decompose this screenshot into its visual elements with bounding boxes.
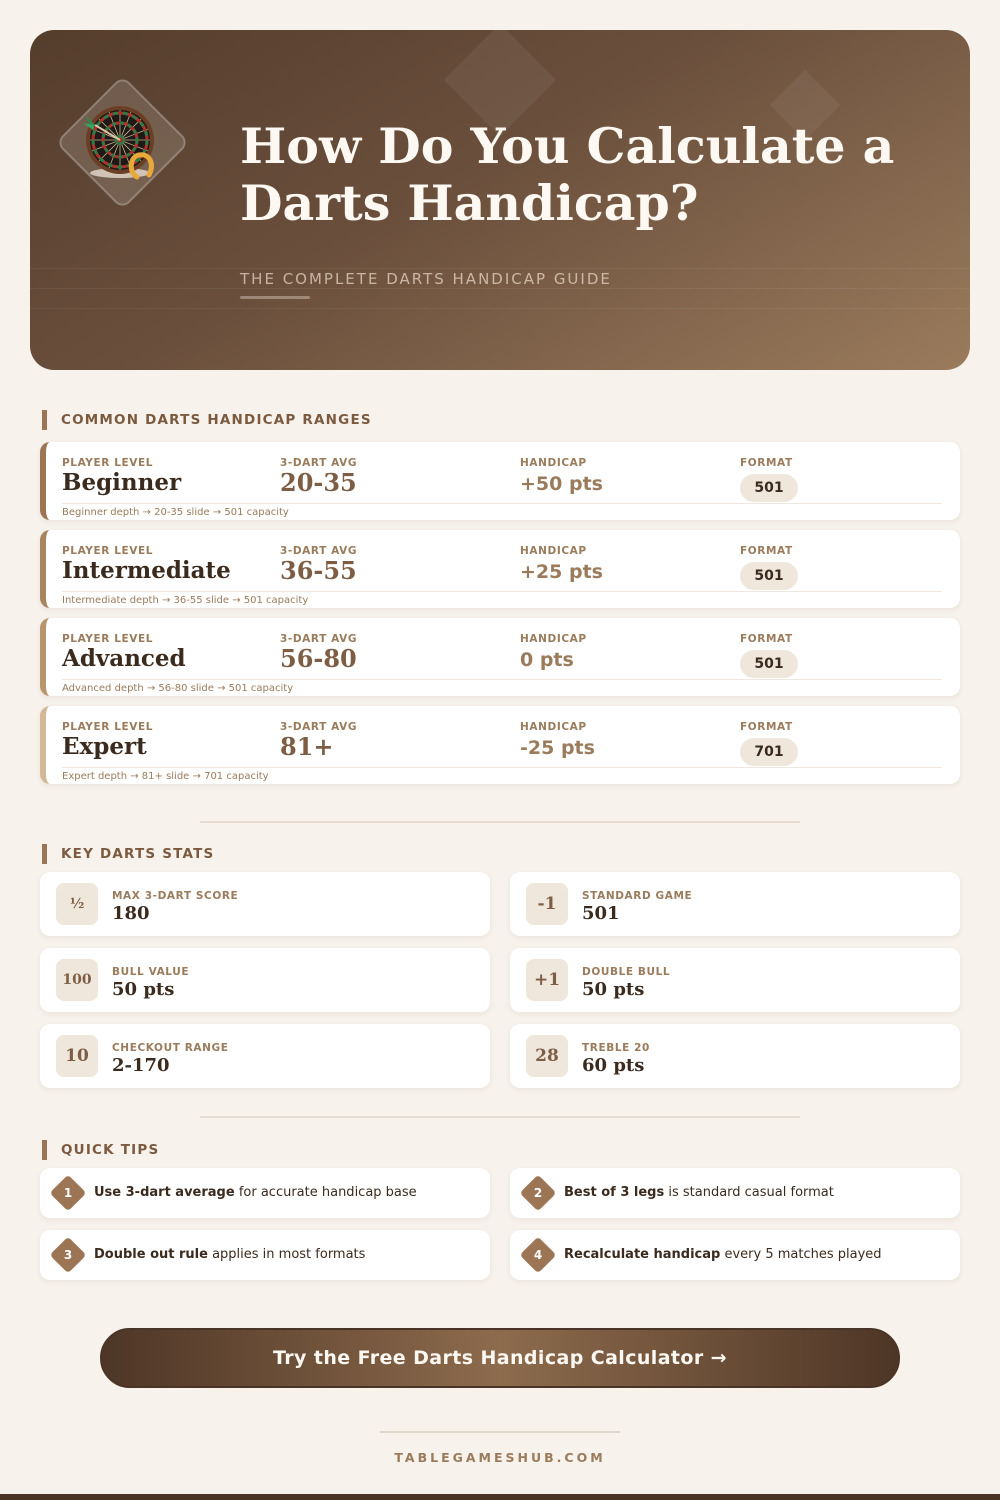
label-player-level: PLAYER LEVEL [62,545,154,557]
decorative-line [30,268,970,269]
stat-value: 501 [582,903,620,924]
tip-text [94,1247,365,1262]
tip-number: 1 [63,1186,73,1200]
tip-number: 2 [533,1186,543,1200]
calculator-cta-button[interactable]: Try the Free Darts Handicap Calculator → [100,1328,900,1388]
format-badge: 501 [740,474,798,502]
tip-number: 3 [63,1248,73,1262]
logo [75,95,170,190]
format-badge: 701 [740,738,798,766]
format-badge: 501 [740,650,798,678]
tip-bold: Best of 3 legs [564,1185,665,1200]
footer-divider [380,1431,620,1433]
stat-badge: -1 [526,883,568,925]
tip-card [510,1168,960,1218]
stat-value: 60 pts [582,1055,645,1076]
stat-label: MAX 3-DART SCORE [112,890,239,902]
page-subtitle: THE COMPLETE DARTS HANDICAP GUIDE [240,270,612,288]
avg-value: 20-35 [280,468,357,497]
label-3-dart-avg: 3-DART AVG [280,545,358,557]
label-format: FORMAT [740,545,793,557]
tip-bold: Recalculate handicap [564,1247,721,1262]
label-3-dart-avg: 3-DART AVG [280,633,358,645]
label-format: FORMAT [740,457,793,469]
stat-value: 180 [112,903,150,924]
range-card-advanced [40,618,960,696]
section-separator [200,1116,800,1118]
tip-bold: Use 3-dart average [94,1185,235,1200]
tip-number-badge [520,1237,557,1274]
tip-bold: Double out rule [94,1247,208,1262]
stat-value: 50 pts [112,979,175,1000]
stat-badge: +1 [526,959,568,1001]
stat-card-double-bull [510,948,960,1012]
page-title: How Do You Calculate a Darts Handicap? [240,117,895,232]
tip-text [94,1185,417,1200]
tip-card [40,1230,490,1280]
tip-number-badge [50,1237,87,1274]
label-handicap: HANDICAP [520,457,587,469]
stat-label: TREBLE 20 [582,1042,650,1054]
tip-number: 4 [533,1248,543,1262]
range-card-intermediate [40,530,960,608]
tip-number-badge [520,1175,557,1212]
card-divider [62,503,942,504]
stat-badge: 100 [56,959,98,1001]
card-divider [62,679,942,680]
range-note: Beginner depth → 20-35 slide → 501 capacity [62,507,289,518]
section-heading-stats: KEY DARTS STATS [42,844,214,864]
stat-card-bull-value [40,948,490,1012]
tip-text [564,1247,882,1262]
label-handicap: HANDICAP [520,633,587,645]
label-player-level: PLAYER LEVEL [62,633,154,645]
section-heading-ranges: COMMON DARTS HANDICAP RANGES [42,410,372,430]
player-level-value: Expert [62,733,147,760]
label-player-level: PLAYER LEVEL [62,457,154,469]
player-level-value: Intermediate [62,557,231,584]
stat-card-standard-game [510,872,960,936]
avg-value: 36-55 [280,556,357,585]
decorative-line [30,288,970,289]
stat-label: DOUBLE BULL [582,966,671,978]
bottom-bar [0,1494,1000,1500]
stat-value: 2-170 [112,1055,170,1076]
card-divider [62,767,942,768]
dartboard-horseshoe-icon [65,85,180,200]
stat-card-treble-20 [510,1024,960,1088]
tip-rest: for accurate handicap base [234,1185,417,1200]
tip-card [510,1230,960,1280]
stat-label: BULL VALUE [112,966,190,978]
subtitle-underline [240,296,310,299]
hero-banner [30,30,970,370]
player-level-value: Beginner [62,469,182,496]
tip-number-badge [50,1175,87,1212]
section-separator [200,821,800,823]
label-3-dart-avg: 3-DART AVG [280,721,358,733]
decorative-line [30,308,970,309]
stat-value: 50 pts [582,979,645,1000]
tip-text [564,1185,834,1200]
stat-card-checkout-range [40,1024,490,1088]
tip-rest: is standard casual format [664,1185,834,1200]
avg-value: 56-80 [280,644,357,673]
handicap-value: -25 pts [520,737,595,759]
label-3-dart-avg: 3-DART AVG [280,457,358,469]
tip-rest: applies in most formats [207,1247,366,1262]
stat-label: CHECKOUT RANGE [112,1042,229,1054]
range-card-beginner [40,442,960,520]
handicap-value: 0 pts [520,649,574,671]
handicap-value: +25 pts [520,561,603,583]
stat-badge: 10 [56,1035,98,1077]
avg-value: 81+ [280,732,334,761]
handicap-value: +50 pts [520,473,603,495]
stat-label: STANDARD GAME [582,890,693,902]
format-badge: 501 [740,562,798,590]
range-note: Intermediate depth → 36-55 slide → 501 capacity [62,595,309,606]
tip-card [40,1168,490,1218]
range-card-expert [40,706,960,784]
range-note: Advanced depth → 56-80 slide → 501 capacity [62,683,294,694]
label-handicap: HANDICAP [520,721,587,733]
player-level-value: Advanced [62,645,186,672]
stat-card-max-score [40,872,490,936]
card-divider [62,591,942,592]
label-player-level: PLAYER LEVEL [62,721,154,733]
section-heading-tips: QUICK TIPS [42,1140,159,1160]
footer-site-name: TABLEGAMESHUB.COM [394,1450,606,1465]
tip-rest: every 5 matches played [720,1247,882,1262]
range-note: Expert depth → 81+ slide → 701 capacity [62,771,269,782]
label-handicap: HANDICAP [520,545,587,557]
label-format: FORMAT [740,721,793,733]
stat-badge: ½ [56,883,98,925]
stat-badge: 28 [526,1035,568,1077]
label-format: FORMAT [740,633,793,645]
